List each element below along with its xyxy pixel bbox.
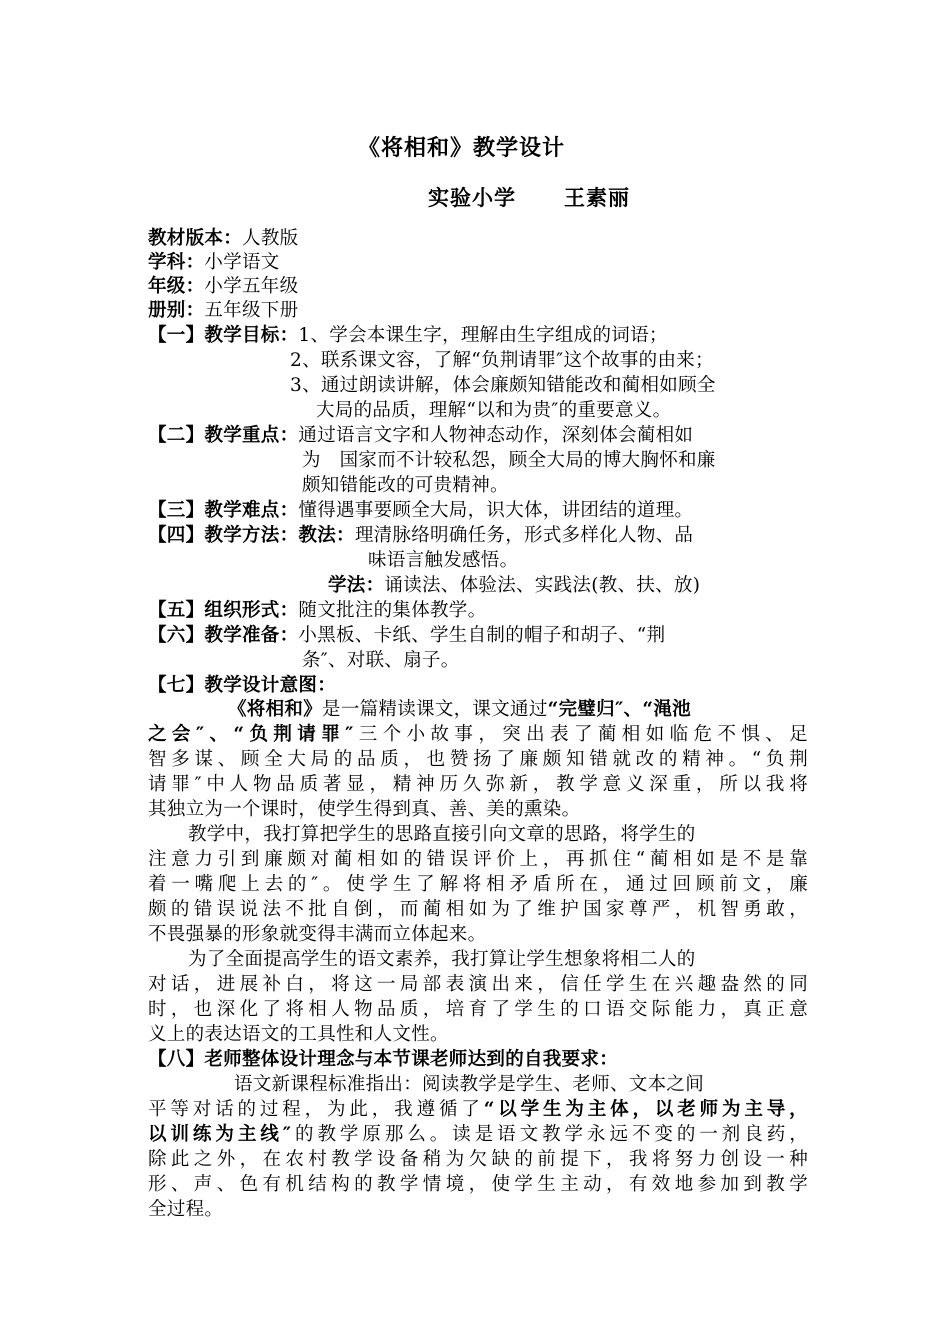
philosophy-line-6: 全过程。 [148, 1199, 224, 1220]
philosophy-line-5: 形、声、色有机结构的教学情境，使学生主动，有效地参加到教学 [148, 1174, 808, 1195]
objectives-line-4: 大局的品质，理解“以和为贵″的重要意义。 [316, 400, 672, 421]
methods-learn: 学法：诵读法、体验法、实践法(教、扶、放) [328, 575, 701, 596]
page-title: 《将相和》教学设计 [358, 135, 566, 161]
intent-p3-line-1: 为了全面提高学生的语文素养，我打算让学生想象将相二人的 [188, 949, 696, 970]
author-name: 王素丽 [564, 185, 630, 210]
section-objectives: 【一】教学目标：1、学会本课生字，理解由生字组成的词语； [148, 325, 668, 346]
intent-p3-line-4: 义上的表达语文的工具性和人文性。 [148, 1024, 449, 1045]
meta-volume: 册别：五年级下册 [148, 300, 299, 321]
intent-p1-line-4: 请罪″中人物品质著显，精神历久弥新，教学意义深重，所以我将 [148, 774, 808, 795]
section-organization: 【五】组织形式：随文批注的集体教学。 [148, 600, 487, 621]
intent-p1-line-2: 之会″、“负荆请罪″三个小故事，突出表了蔺相如临危不惧、足 [148, 724, 808, 745]
intent-p2-line-2: 注意力引到廉颇对蔺相如的错误评价上，再抓住“蔺相如是不是靠 [148, 849, 808, 870]
preparation-line-2: 条″、对联、扇子。 [302, 650, 460, 671]
philosophy-line-4: 除此之外，在农村教学设备稍为欠缺的前提下，我将努力创设一种 [148, 1149, 808, 1170]
section-key-points: 【二】教学重点：通过语言文字和人物神态动作，深刻体会蔺相如 [148, 425, 694, 446]
section-design-philosophy: 【八】老师整体设计理念与本节课老师达到的自我要求： [148, 1049, 619, 1070]
meta-subject: 学科：小学语文 [148, 252, 280, 273]
methods-teach-line-2: 味语言触发感悟。 [368, 550, 519, 571]
objectives-line-2: 2、联系课文容，了解“负荆请罪″这个故事的由来； [290, 350, 714, 371]
section-difficulties: 【三】教学难点：懂得遇事要顾全大局，识大体，讲团结的道理。 [148, 500, 694, 521]
intent-p2-line-5: 不畏强暴的形象就变得丰满而立体起来。 [148, 924, 487, 945]
section-design-intent: 【七】教学设计意图： [148, 675, 337, 696]
intent-p3-line-2: 对话，进展补白，将这一局部表演出来，信任学生在兴趣盎然的同 [148, 974, 808, 995]
section-preparation: 【六】教学准备：小黑板、卡纸、学生自制的帽子和胡子、“荆 [148, 625, 666, 646]
meta-grade: 年级：小学五年级 [148, 276, 299, 297]
intent-p1-line-1: 《将相和》是一篇精读课文，课文通过“完璧归″、“渑池 [228, 699, 691, 720]
author-line [428, 186, 630, 210]
philosophy-line-3: 以训练为主线″的教学原那么。读是语文教学永远不变的一剂良药， [148, 1124, 808, 1145]
intent-p2-line-1: 教学中，我打算把学生的思路直接引向文章的思路，将学生的 [188, 824, 696, 845]
intent-p3-line-3: 时，也深化了将相人物品质，培育了学生的口语交际能力，真正意 [148, 999, 808, 1020]
section-methods: 【四】教学方法：教法：理清脉络明确任务，形式多样化人物、品 [148, 525, 694, 546]
intent-p2-line-4: 颇的错误说法不批自倒，而蔺相如为了维护国家尊严，机智勇敢， [148, 899, 808, 920]
meta-edition: 教材版本：人教版 [148, 228, 299, 249]
key-points-line-3: 颇知错能改的可贵精神。 [302, 475, 509, 496]
philosophy-line-1: 语文新课程标准指出：阅读教学是学生、老师、文本之间 [234, 1074, 705, 1095]
objectives-line-3: 3、通过朗读讲解，体会廉颇知错能改和蔺相如顾全 [290, 375, 716, 396]
intent-p2-line-3: 着一嘴爬上去的″。使学生了解将相矛盾所在，通过回顾前文，廉 [148, 874, 808, 895]
philosophy-line-2: 平等对话的过程，为此，我遵循了“以学生为主体，以老师为主导， [148, 1099, 808, 1120]
intent-p1-line-5: 其独立为一个课时，使学生得到真、善、美的熏染。 [148, 799, 581, 820]
author-school: 实验小学 [428, 185, 516, 210]
key-points-line-2: 为 国家而不计较私怨，顾全大局的博大胸怀和廉 [302, 450, 716, 471]
intent-p1-line-3: 智多谋、顾全大局的品质，也赞扬了廉颇知错就改的精神。“负荆 [148, 749, 808, 770]
